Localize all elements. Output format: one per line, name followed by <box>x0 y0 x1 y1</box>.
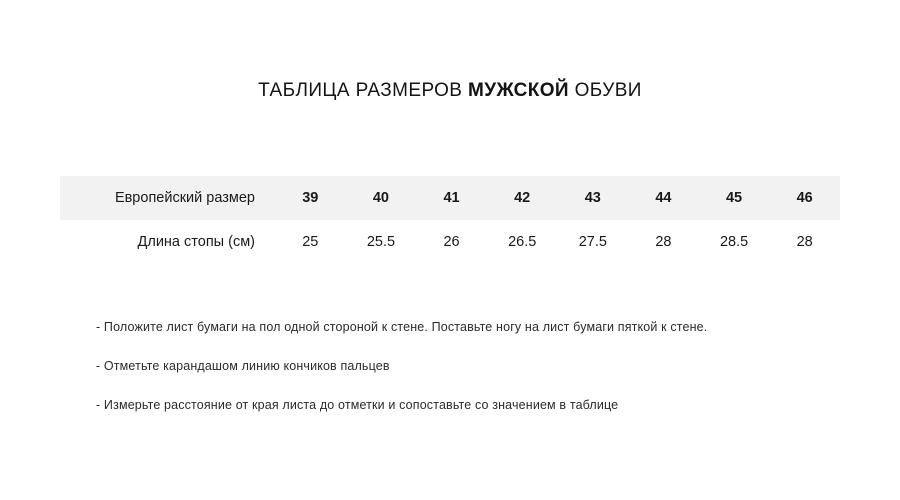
table-cell: 26 <box>443 234 460 250</box>
header-row-label: Европейский размер <box>114 190 255 206</box>
instructions <box>96 320 856 437</box>
size-table <box>60 176 840 264</box>
instruction-item: - Измерьте расстояние от края листа до отметки и сопоставьте со значением в таблице <box>96 398 619 412</box>
table-row-header <box>60 176 840 220</box>
table-cell: 28.5 <box>719 234 749 250</box>
table-cell: 25 <box>302 234 319 250</box>
table-cell: 42 <box>514 190 531 206</box>
table-cell: 39 <box>302 190 319 206</box>
page-title-suffix: ОБУВИ <box>568 80 642 101</box>
body-row-label: Длина стопы (см) <box>137 234 255 250</box>
table-cell: 44 <box>655 190 672 206</box>
table-cell: 40 <box>372 190 389 206</box>
table-cell: 25.5 <box>366 234 396 250</box>
table-cell: 45 <box>725 190 743 206</box>
table-cell: 26.5 <box>508 234 537 250</box>
table-cell: 43 <box>584 190 601 206</box>
table-cell: 27.5 <box>578 234 607 250</box>
header-cells <box>275 190 840 206</box>
page-title-emphasis: МУЖСКОЙ <box>468 80 569 101</box>
table-cell: 28 <box>655 234 672 250</box>
table-row <box>60 220 840 264</box>
body-cells <box>275 234 840 250</box>
page-title-prefix: ТАБЛИЦА РАЗМЕРОВ <box>258 80 469 101</box>
page-title <box>0 80 900 102</box>
table-cell: 41 <box>443 190 460 206</box>
table-cell: 46 <box>796 190 813 206</box>
instruction-item: - Положите лист бумаги на пол одной стороной к стене. Поставьте ногу на лист бумаги пяткой к стене. <box>96 320 708 334</box>
instruction-item: - Отметьте карандашом линию кончиков пальцев <box>96 359 390 373</box>
table-cell: 28 <box>796 234 813 250</box>
